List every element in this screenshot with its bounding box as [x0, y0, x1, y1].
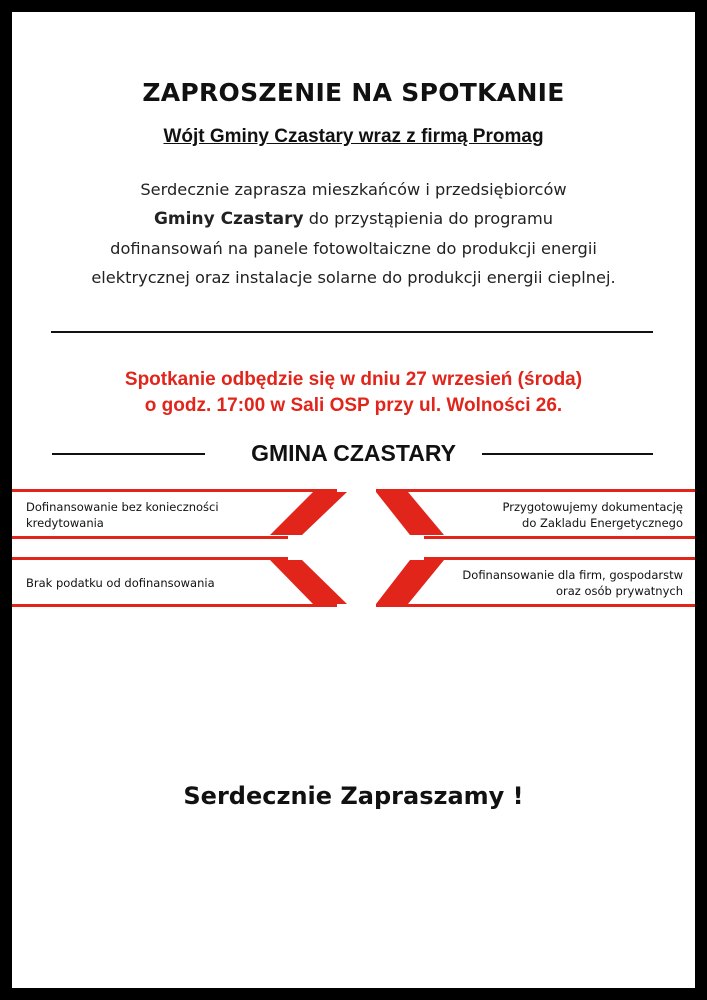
benefit-bottom-left [26, 575, 215, 591]
meeting-place: o godz. 17:00 w Sali OSP przy ul. Wolności 26. [144, 395, 563, 416]
benefit-top-left-line-2: kredytowania [26, 516, 104, 530]
invitation-page [12, 12, 695, 988]
intro-line-3: dofinansowań na panele fotowoltaiczne do produkcji energii [110, 239, 597, 258]
red-chevron-top-right [376, 492, 444, 535]
page-subtitle: Wójt Gminy Czastary wraz z firmą Promag [163, 126, 544, 147]
intro-highlight: Gminy Czastary [153, 209, 304, 229]
benefit-bottom-right [462, 567, 683, 599]
closing-text: Serdecznie Zapraszamy ! [183, 782, 524, 810]
red-chevron-top-left [270, 492, 347, 535]
benefit-top-right-line-1: Przygotowujemy dokumentację [502, 500, 683, 514]
intro-line-1: Serdecznie zaprasza mieszkańców i przedsiębiorców [140, 180, 567, 199]
red-line-top-left [12, 489, 337, 492]
benefit-bottom-left-line-1: Brak podatku od dofinansowania [26, 576, 215, 590]
red-chevron-bottom-left [270, 560, 347, 604]
red-line-mid-left [12, 536, 288, 539]
intro-line-2-rest: do przystąpienia do programu [303, 209, 554, 228]
red-line-top-right [376, 489, 695, 492]
benefit-top-left-line-1: Dofinansowanie bez konieczności [26, 500, 219, 514]
red-line-mid-left-2 [12, 557, 288, 560]
benefit-bottom-right-line-2: oraz osób prywatnych [555, 584, 683, 598]
benefit-top-right [503, 499, 683, 531]
red-line-bottom-left [12, 604, 337, 607]
red-chevron-bottom-right [376, 560, 444, 604]
section-title: GMINA CZASTARY [251, 440, 456, 466]
red-line-bottom-right [376, 604, 695, 607]
intro-line-4: elektrycznej oraz instalacje solarne do produkcji energii cieplnej. [91, 268, 616, 287]
red-line-mid-right [424, 536, 695, 539]
meeting-date: Spotkanie odbędzie się w dniu 27 wrzesień (środa) [124, 369, 583, 390]
benefit-bottom-right-line-1: Dofinansowanie dla firm, gospodarstw [462, 568, 683, 582]
benefit-top-left [26, 499, 219, 531]
page-title: ZAPROSZENIE NA SPOTKANIE [142, 78, 565, 107]
benefit-top-right-line-2: do Zakladu Energetycznego [522, 516, 683, 530]
red-line-mid-right-2 [424, 557, 695, 560]
